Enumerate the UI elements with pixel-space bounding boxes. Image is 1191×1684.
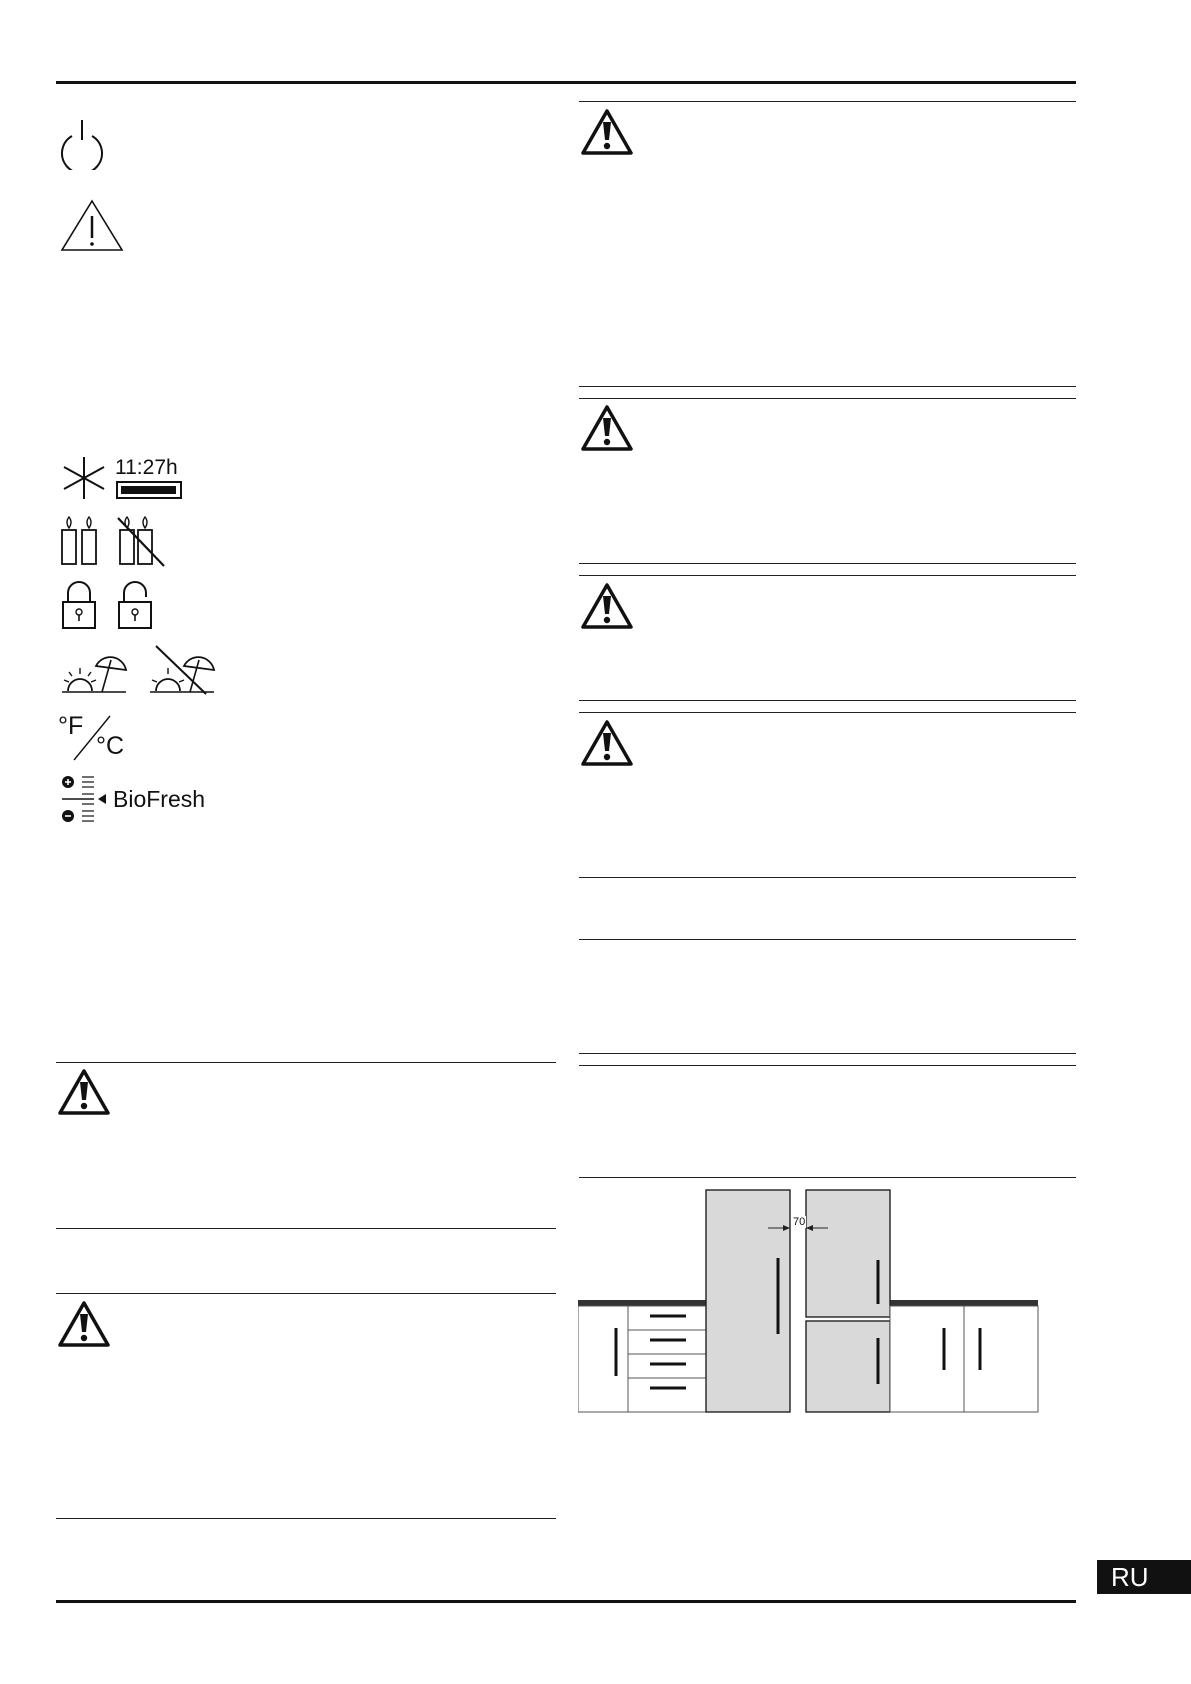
left-section-rule <box>56 1062 556 1063</box>
right-section-rule <box>579 1053 1076 1054</box>
warning-icon <box>58 1068 110 1116</box>
supercool-icon <box>60 455 108 501</box>
installation-diagram <box>578 1188 1040 1414</box>
right-section-rule <box>579 563 1076 564</box>
language-badge: RU <box>1097 1560 1191 1594</box>
unit-fahrenheit: °F <box>58 712 84 740</box>
right-section-rule <box>579 398 1076 399</box>
gap-dimension-label: 70 <box>793 1216 806 1228</box>
sabbath-off-icon <box>116 516 168 568</box>
right-section-rule <box>579 1177 1076 1178</box>
biofresh-icon <box>60 774 112 824</box>
warning-icon <box>581 404 633 452</box>
right-section-rule <box>579 1065 1076 1066</box>
cabinet-left <box>578 1306 706 1412</box>
unlock-icon <box>116 580 156 630</box>
warning-icon <box>60 198 124 252</box>
warning-icon <box>581 719 633 767</box>
warning-icon <box>581 582 633 630</box>
warning-icon <box>58 1300 110 1348</box>
header-rule <box>56 81 1076 84</box>
left-section-rule <box>56 1518 556 1519</box>
holiday-icon <box>60 648 130 694</box>
left-section-rule <box>56 1293 556 1294</box>
supercool-progress-bar <box>116 481 182 499</box>
right-section-rule <box>579 877 1076 878</box>
right-section-rule <box>579 386 1076 387</box>
unit-celsius: °C <box>96 732 125 760</box>
right-section-rule <box>579 101 1076 102</box>
supercool-time: 11:27h <box>115 456 178 479</box>
holiday-off-icon <box>150 644 220 696</box>
warning-icon <box>581 108 633 156</box>
right-section-rule <box>579 712 1076 713</box>
right-section-rule <box>579 700 1076 701</box>
lock-icon <box>60 580 98 630</box>
left-section-rule <box>56 1228 556 1229</box>
power-icon <box>58 118 108 170</box>
right-section-rule <box>579 939 1076 940</box>
footer-rule <box>56 1600 1076 1603</box>
biofresh-label: BioFresh <box>113 786 206 812</box>
sabbath-icon <box>60 516 102 566</box>
right-section-rule <box>579 575 1076 576</box>
